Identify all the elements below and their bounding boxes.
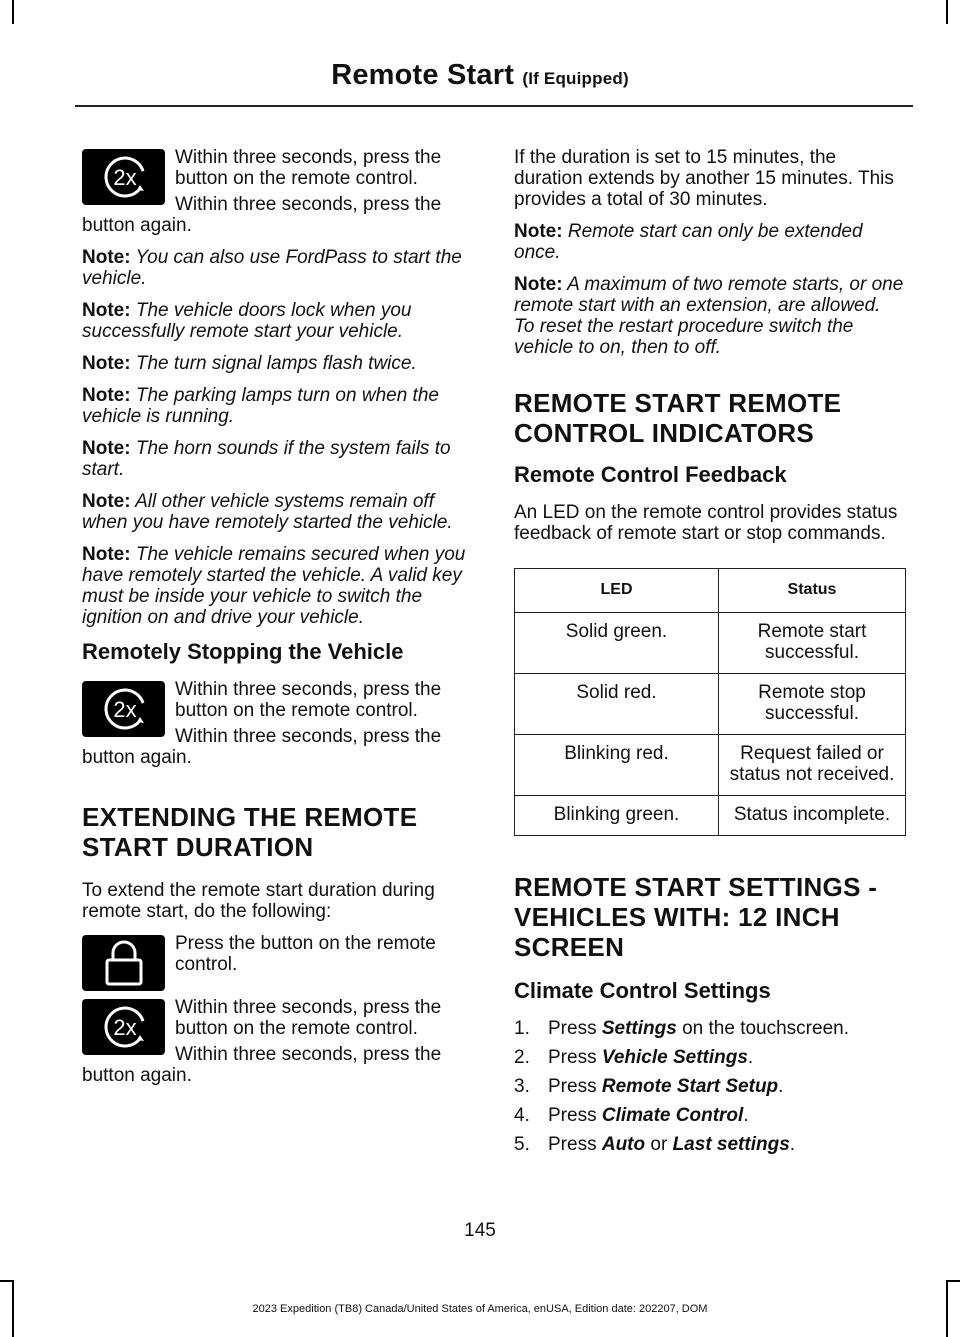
- status-cell: Remote start successful.: [719, 613, 906, 674]
- led-status-table: [514, 568, 906, 836]
- feedback-text: An LED on the remote control provides status feedback of remote start or stop commands.: [514, 502, 898, 544]
- note-label: Note:: [82, 300, 131, 321]
- table-row: [515, 613, 906, 674]
- svg-text:2x: 2x: [113, 1015, 137, 1040]
- start-step-2: Within three seconds, press the button again.: [82, 194, 442, 236]
- settings-heading-line-3: SCREEN: [514, 932, 625, 962]
- duration-text: If the duration is set to 15 minutes, the duration extends by another 15 minutes. This provides a total of 30 minutes.: [514, 147, 894, 210]
- extend-heading: [82, 802, 476, 862]
- note: [82, 300, 476, 342]
- step-menu-item: Last settings: [672, 1134, 790, 1155]
- led-cell: Blinking red.: [515, 735, 719, 796]
- step-menu-item: Remote Start Setup: [601, 1076, 779, 1097]
- note-text: All other vehicle systems remain off when you have remotely started the vehicle.: [82, 491, 453, 533]
- header-subtitle: (If Equipped): [522, 69, 629, 88]
- step-text: on the touchscreen.: [676, 1018, 849, 1039]
- step-text: .: [778, 1076, 784, 1097]
- step-text: or: [645, 1134, 673, 1155]
- extend-step-3: Within three seconds, press the button again.: [82, 1044, 442, 1086]
- table-header-led: LED: [515, 569, 719, 613]
- start-step-1: Within three seconds, press the button on the remote control.: [175, 147, 442, 189]
- note-label: Note:: [514, 221, 563, 242]
- crop-mark-top-right: [946, 0, 948, 24]
- notes-list: [82, 247, 476, 628]
- note: [82, 385, 476, 427]
- extend-step-1: Press the button on the remote control.: [175, 933, 436, 975]
- led-cell: Solid green.: [515, 613, 719, 674]
- step-menu-item: Settings: [601, 1018, 677, 1039]
- list-item: [514, 1018, 906, 1039]
- extend-intro: To extend the remote start duration during remote start, do the following:: [82, 880, 435, 922]
- note-text: The vehicle remains secured when you have remotely started the vehicle. A valid key must be inside your vehicle to switch the ignition on and drive your vehicle.: [82, 544, 466, 628]
- step-menu-item: Climate Control: [601, 1105, 744, 1126]
- note-label: Note:: [82, 544, 131, 565]
- status-cell: Status incomplete.: [719, 796, 906, 836]
- note: [82, 438, 476, 480]
- list-item: [514, 1076, 906, 1097]
- note-label: Note:: [82, 491, 131, 512]
- indicators-heading-line-2: CONTROL INDICATORS: [514, 418, 815, 448]
- step-text: .: [747, 1047, 754, 1068]
- double-press-icon: [82, 999, 165, 1055]
- page-number: 145: [464, 1220, 496, 1241]
- note: [82, 353, 476, 374]
- extend-step-2-row: [82, 997, 476, 1055]
- note-label: Note:: [82, 247, 131, 268]
- step-text: Press: [548, 1018, 602, 1039]
- settings-heading-line-2: VEHICLES WITH: 12 INCH: [514, 902, 840, 932]
- note: [82, 247, 476, 289]
- step-text: Press: [548, 1105, 602, 1126]
- note: [82, 544, 476, 628]
- indicators-heading-line-1: REMOTE START REMOTE: [514, 388, 842, 418]
- header-rule: [75, 105, 913, 107]
- list-item: [514, 1105, 906, 1126]
- note: [82, 491, 476, 533]
- step-menu-item: Vehicle Settings: [601, 1047, 748, 1068]
- extend-heading-line-1: EXTENDING THE REMOTE: [82, 802, 418, 832]
- extend-step-1-row: [82, 933, 476, 991]
- stop-heading: Remotely Stopping the Vehicle: [82, 639, 404, 664]
- step-text: Press: [548, 1047, 602, 1068]
- list-item: [514, 1134, 906, 1155]
- extend-step-2: Within three seconds, press the button on the remote control.: [175, 997, 442, 1039]
- feedback-heading: Remote Control Feedback: [514, 462, 787, 487]
- crop-mark-bottom-right-h: [946, 1280, 960, 1282]
- note-text: The parking lamps turn on when the vehicle is running.: [82, 385, 439, 427]
- settings-heading-line-1: REMOTE START SETTINGS -: [514, 872, 878, 902]
- step-number: 5.: [514, 1134, 530, 1155]
- status-cell: Request failed or status not received.: [719, 735, 906, 796]
- note-text: A maximum of two remote starts, or one remote start with an extension, are allowed. To reset the restart procedure switch the vehicle to on, then to off.: [514, 274, 904, 358]
- lock-icon: [82, 935, 165, 991]
- note: [514, 221, 906, 263]
- left-column: [82, 147, 476, 1097]
- table-row: [515, 796, 906, 836]
- right-notes-list: [514, 221, 906, 358]
- step-number: 3.: [514, 1076, 530, 1097]
- svg-text:2x: 2x: [113, 697, 137, 722]
- right-column: [514, 147, 906, 1163]
- led-cell: Blinking green.: [515, 796, 719, 836]
- stop-step-1: Within three seconds, press the button on the remote control.: [175, 679, 442, 721]
- climate-steps: [514, 1018, 906, 1155]
- stop-step-2: Within three seconds, press the button again.: [82, 726, 442, 768]
- crop-mark-top-left: [12, 0, 14, 24]
- step-text: .: [789, 1134, 796, 1155]
- status-cell: Remote stop successful.: [719, 674, 906, 735]
- settings-heading: [514, 872, 906, 962]
- note-text: Remote start can only be extended once.: [514, 221, 863, 263]
- step-number: 4.: [514, 1105, 530, 1126]
- climate-heading: Climate Control Settings: [514, 978, 771, 1003]
- led-cell: Solid red.: [515, 674, 719, 735]
- note-label: Note:: [514, 274, 563, 295]
- step-number: 1.: [514, 1018, 530, 1039]
- note-label: Note:: [82, 438, 131, 459]
- note-text: The horn sounds if the system fails to start.: [82, 438, 451, 480]
- double-press-icon: [82, 681, 165, 737]
- note-text: The turn signal lamps flash twice.: [130, 353, 417, 374]
- list-item: [514, 1047, 906, 1068]
- step-number: 2.: [514, 1047, 530, 1068]
- double-press-icon: [82, 149, 165, 205]
- extend-heading-line-2: START DURATION: [82, 832, 314, 862]
- note: [514, 274, 906, 358]
- indicators-heading: [514, 388, 906, 448]
- header-title: Remote Start: [331, 59, 515, 91]
- step-text: .: [743, 1105, 749, 1126]
- start-step-row: [82, 147, 476, 205]
- step-menu-item: Auto: [601, 1134, 646, 1155]
- note-text: You can also use FordPass to start the vehicle.: [82, 247, 462, 289]
- page-header: [0, 58, 960, 96]
- table-header-row: [515, 569, 906, 613]
- crop-mark-bottom-left-h: [0, 1280, 14, 1282]
- note-text: The vehicle doors lock when you successfully remote start your vehicle.: [82, 300, 412, 342]
- footer: 2023 Expedition (TB8) Canada/United States of America, enUSA, Edition date: 202207, DOM: [252, 1303, 708, 1315]
- step-text: Press: [548, 1076, 602, 1097]
- svg-text:2x: 2x: [113, 165, 137, 190]
- step-text: Press: [548, 1134, 602, 1155]
- table-row: [515, 674, 906, 735]
- table-header-status: Status: [719, 569, 906, 613]
- table-row: [515, 735, 906, 796]
- note-label: Note:: [82, 385, 131, 406]
- stop-step-row: [82, 679, 476, 737]
- note-label: Note:: [82, 353, 131, 374]
